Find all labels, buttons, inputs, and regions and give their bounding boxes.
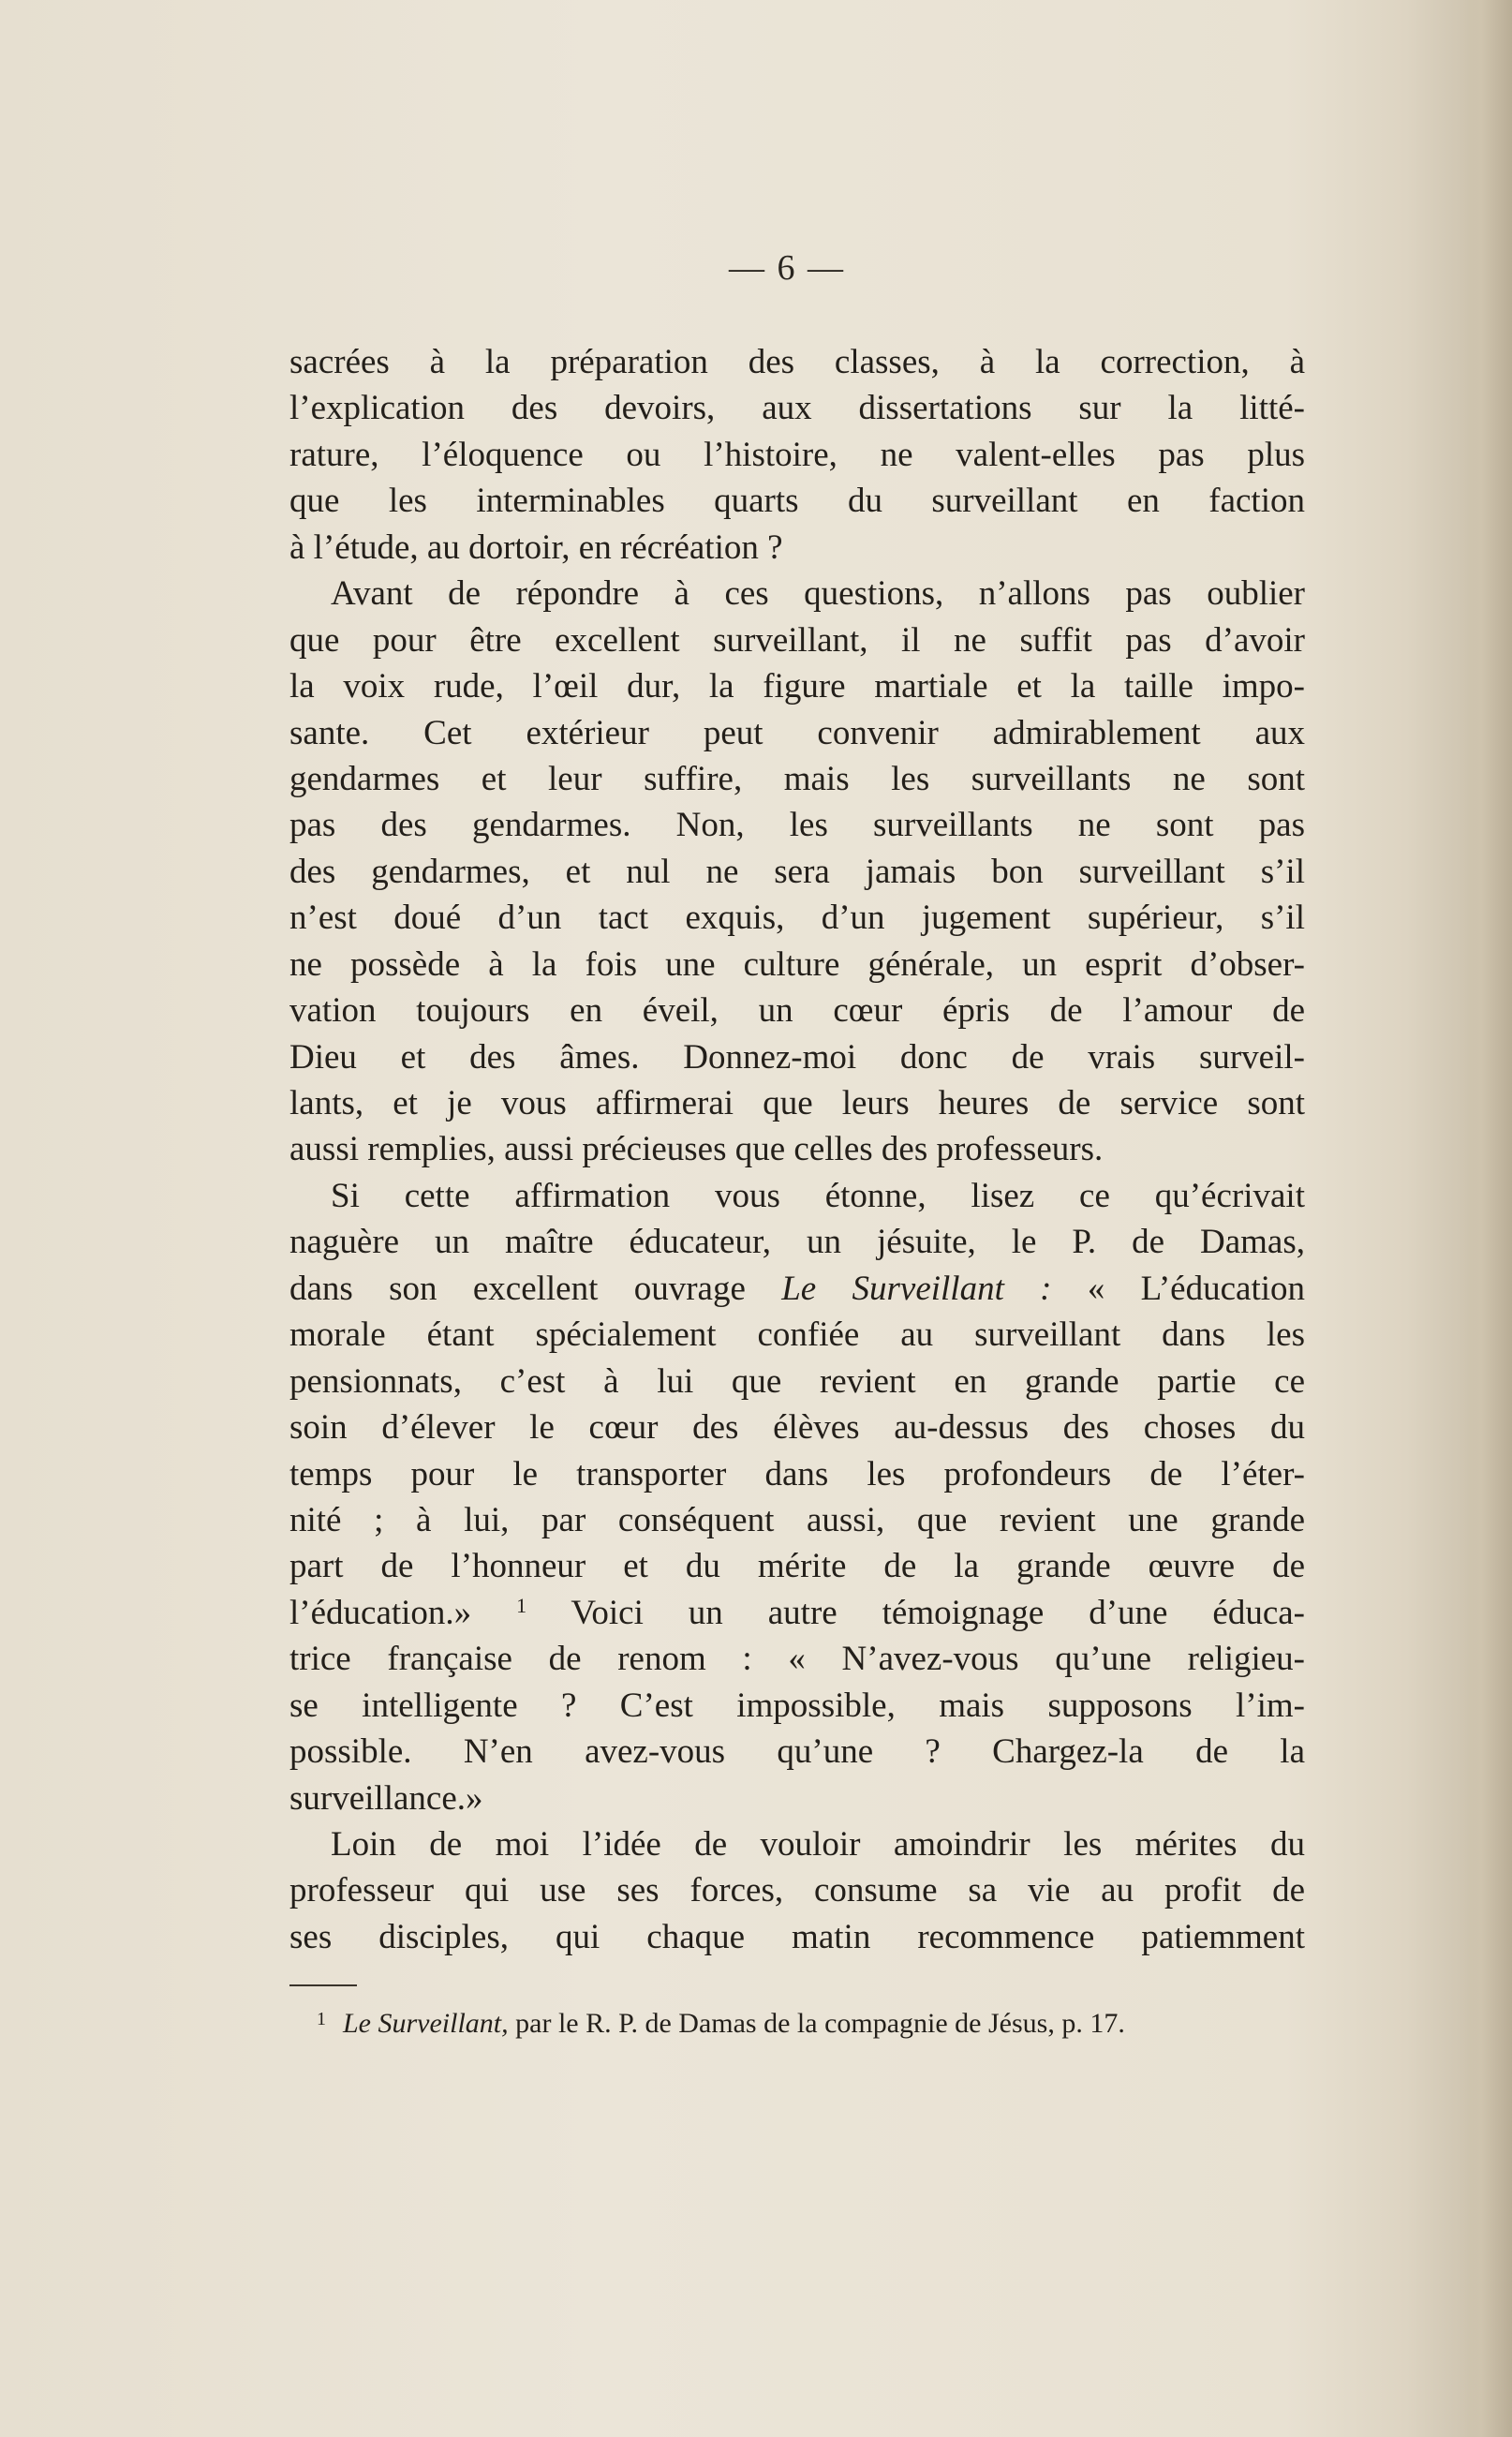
text-line: Avant de répondre à ces questions, n’allons pas oublier: [331, 574, 1305, 614]
footnote: [317, 2003, 1310, 2044]
text-line: professeur qui use ses forces, consume sa vie au profit de: [289, 1871, 1305, 1910]
text-segment: « L’éducation: [1051, 1269, 1305, 1308]
text-line: la voix rude, l’œil dur, la figure martiale et la taille impo-: [289, 667, 1305, 706]
text-line: se intelligente ? C’est impossible, mais supposons l’im-: [289, 1686, 1305, 1725]
text-line: sacrées à la préparation des classes, à la correction, à: [289, 343, 1305, 381]
text-line: ne possède à la fois une culture générale, un esprit d’obser-: [289, 944, 1305, 984]
text-line: possible. N’en avez-vous qu’une ? Chargez-la de la: [289, 1732, 1305, 1772]
text-line: n’est doué d’un tact exquis, d’un jugement supérieur, s’il: [289, 899, 1305, 938]
text-line: Loin de moi l’idée de vouloir amoindrir les mérites du: [331, 1825, 1305, 1864]
text-line: rature, l’éloquence ou l’histoire, ne valent-elles pas plus: [289, 435, 1305, 474]
text-line: sante. Cet extérieur peut convenir admirablement aux: [289, 713, 1305, 752]
text-line: [289, 1590, 1305, 1636]
footnote-title: Le Surveillant,: [343, 2008, 509, 2039]
text-line: part de l’honneur et du mérite de la grande œuvre de: [289, 1547, 1305, 1586]
text-line: pensionnats, c’est à lui que revient en grande partie ce: [289, 1361, 1305, 1401]
footnote-marker: 1: [317, 2009, 326, 2029]
page-number: — 6 —: [729, 248, 845, 288]
text-line: surveillance.»: [289, 1778, 483, 1818]
text-segment: dans son excellent ouvrage: [289, 1269, 782, 1308]
text-line: ses disciples, qui chaque matin recommence patiemment: [289, 1917, 1305, 1956]
footnote-text: par le R. P. de Damas de la compagnie de Jésus, p. 17.: [508, 2008, 1125, 2039]
text-line: nité ; à lui, par conséquent aussi, que revient une grande: [289, 1500, 1305, 1539]
italic-title: Le Surveillant :: [781, 1269, 1052, 1308]
text-line: [289, 1266, 1305, 1312]
text-line: l’explication des devoirs, aux dissertations sur la litté-: [289, 389, 1305, 428]
text-line: que pour être excellent surveillant, il ne suffit pas d’avoir: [289, 620, 1305, 660]
text-line: Dieu et des âmes. Donnez-moi donc de vrais surveil-: [289, 1037, 1305, 1077]
text-line: vation toujours en éveil, un cœur épris de l’amour de: [289, 991, 1305, 1031]
footnote-reference: 1: [516, 1593, 527, 1617]
text-line: lants, et je vous affirmerai que leurs heures de service sont: [289, 1084, 1305, 1122]
text-segment: Voici un autre témoignage d’une éduca-: [526, 1593, 1305, 1632]
text-line: trice française de renom : « N’avez-vous qu’une religieu-: [289, 1640, 1305, 1679]
text-line: des gendarmes, et nul ne sera jamais bon surveillant s’il: [289, 852, 1305, 891]
text-line: que les interminables quarts du surveillant en faction: [289, 482, 1305, 521]
text-line: soin d’élever le cœur des élèves au-dessus des choses du: [289, 1408, 1305, 1448]
text-line: temps pour le transporter dans les profondeurs de l’éter-: [289, 1454, 1305, 1493]
text-line: naguère un maître éducateur, un jésuite, le P. de Damas,: [289, 1223, 1305, 1262]
text-segment: l’éducation.»: [289, 1593, 517, 1632]
text-line: Si cette affirmation vous étonne, lisez ce qu’écrivait: [331, 1176, 1305, 1215]
footnote-rule: [289, 1984, 357, 1986]
body-text: [289, 339, 1305, 1960]
text-line: à l’étude, au dortoir, en récréation ?: [289, 528, 783, 567]
page-edge-shadow: [1460, 0, 1512, 2437]
text-line: morale étant spécialement confiée au surveillant dans les: [289, 1315, 1305, 1355]
text-line: aussi remplies, aussi précieuses que celles des professeurs.: [289, 1130, 1104, 1169]
text-line: gendarmes et leur suffire, mais les surveillants ne sont: [289, 759, 1305, 798]
text-line: pas des gendarmes. Non, les surveillants ne sont pas: [289, 806, 1305, 845]
